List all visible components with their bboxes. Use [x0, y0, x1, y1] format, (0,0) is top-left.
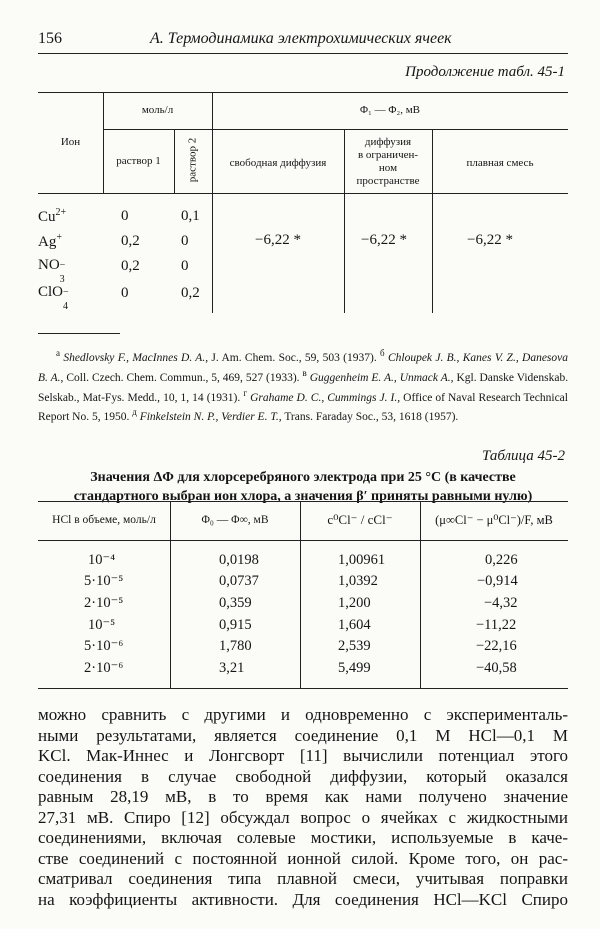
table1-continuation-label: Продолжение табл. 45-1 — [405, 64, 565, 80]
t1-phi-smooth: −6,22 * — [467, 232, 513, 248]
t1-sol2-clo4: 0,2 — [181, 285, 200, 301]
t1-header-phi: Φ₁ — Φ₂, мВ — [359, 104, 421, 116]
t2-header-ratio: c⁰Cl⁻ / cCl⁻ — [327, 512, 393, 527]
t1-phi-free: −6,22 * — [255, 232, 301, 248]
t1-sol2-ag: 0 — [181, 233, 189, 249]
t2-header-mu: (μ∞Cl⁻ − μ⁰Cl⁻)/F, мВ — [435, 513, 553, 527]
t1-header-sol1: раствор 1 — [116, 155, 161, 167]
t2-header-phi: Φ₀ — Φ∞, мВ — [201, 514, 269, 526]
header-rule — [38, 53, 568, 54]
t1-ion-no3: NO − 3 — [38, 257, 66, 285]
t1-sol2-no3: 0 — [181, 258, 189, 274]
t1-sol1-ag: 0,2 — [121, 233, 140, 249]
t1-phi-restricted: −6,22 * — [361, 232, 407, 248]
t1-sol1-clo4: 0 — [121, 285, 129, 301]
t1-ion-ag: Ag+ — [38, 232, 62, 250]
t1-header-ion: Ион — [60, 136, 81, 148]
t1-sol2-cu: 0,1 — [181, 208, 200, 224]
t1-sol1-no3: 0,2 — [121, 258, 140, 274]
page-number: 156 — [38, 30, 62, 47]
running-title: А. Термодинамика электрохимических ячеек — [150, 30, 452, 47]
footnote-rule — [38, 333, 120, 334]
t1-sol1-cu: 0 — [121, 208, 129, 224]
t1-header-sol2: раствор 2 — [186, 137, 199, 183]
t1-header-mol: моль/л — [141, 104, 174, 116]
t2-header-conc: HCl в объеме, моль/л — [52, 514, 156, 526]
t1-header-free: свободная диффузия — [229, 157, 327, 169]
body-paragraph: можно сравнить с другими и одновременно с эксперименталь- ными результатами, является соединение 0,1 М HCl—0,1 М KCl. Мак-Иннес и Лонгсворт [11] вычислили потенциал этого соединения в случае свободной диффузии, который оказался равным 28,19 мВ, в то время как нами получено значение 27,31 мВ. Спиро [12] обсуждал вопрос о ячейках с жидкостными соединениями, включая солевые мостики, используемые в каче- стве соединений с постоянной ионной силой. Кроме того, он рас- сматривал соединения типа плавной смеси, учитывая поправки на коэффициенты активности. Для соединения HCl—KCl Спиро — [38, 705, 568, 909]
t1-header-smooth: плавная смесь — [466, 157, 534, 169]
table2-caption: Таблица 45-2 — [482, 448, 565, 464]
t1-ion-cu: $Cu^{2+}$ — [38, 207, 67, 225]
t1-header-restricted: диффузия в ограничен- ном пространстве — [356, 136, 420, 187]
t1-ion-clo4: ClO − 4 — [38, 284, 69, 312]
table2-title: Значения ΔΦ для хлорсеребряного электрода при 25 °C (в качестве стандартного выбран ион хлора, а значения β′ приняты равными нулю) — [73, 470, 533, 504]
footnotes: $^а$ Shedlovsky F., MacInnes D. A., J. Am. Chem. Soc., 59, 503 (1937). $^б$ Chloupek J. B., Kanes V. Z., Danesova B. A., Coll. Czech. Chem. Commun., 5, 469, 527 (1933). $^в$ Guggenheim E. A., Unmack A., Kgl. Danske Videnskab. Selskab., Mat-Fys. Medd., 10, 1, 14 (1931). $^г$ Grahame D. C., Cummings J. I., Office of Naval Research Technical Report No. 5, 1950. $^д$ Finkelstein N. P., Verdier E. T., Trans. Faraday Soc., 53, 1618 (1957). — [38, 348, 569, 424]
